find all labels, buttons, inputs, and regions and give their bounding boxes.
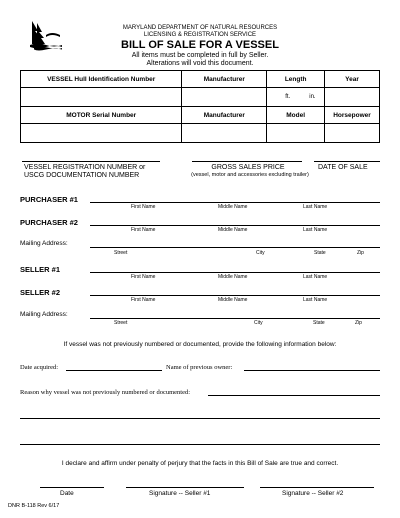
date-acquired-label: Date acquired: bbox=[20, 364, 59, 371]
date-of-sale-label: DATE OF SALE bbox=[318, 164, 368, 171]
seller-2-first-caption: First Name bbox=[131, 297, 156, 303]
model-cell[interactable] bbox=[267, 124, 325, 143]
gross-sales-price-note: (vessel, motor and accessories excluding trailer) bbox=[191, 172, 309, 178]
hull-id-cell[interactable] bbox=[21, 88, 182, 107]
perjury-declaration: I declare and affirm under penalty of perjury that the facts in this Bill of Sale are true and correct. bbox=[61, 460, 339, 467]
seller-city-caption: City bbox=[254, 320, 263, 326]
seller-zip-caption: Zip bbox=[355, 320, 362, 326]
alteration-note: Alterations will void this document. bbox=[146, 60, 254, 67]
seller-2-last-caption: Last Name bbox=[303, 297, 328, 303]
purchaser-1-middle-caption: Middle Name bbox=[218, 204, 248, 210]
instruction-note: All items must be completed in full by Seller. bbox=[131, 52, 269, 59]
form-number: DNR B-118 Rev 6/17 bbox=[8, 503, 60, 509]
agency-name: MARYLAND DEPARTMENT OF NATURAL RESOURCES bbox=[122, 25, 278, 31]
purchaser-2-name-line[interactable] bbox=[90, 225, 380, 226]
seller-1-first-caption: First Name bbox=[131, 274, 156, 280]
previous-owner-line[interactable] bbox=[244, 370, 380, 371]
documentation-number-label: USCG DOCUMENTATION NUMBER bbox=[24, 172, 140, 179]
motor-manufacturer-header: Manufacturer bbox=[182, 107, 267, 124]
vessel-manufacturer-cell[interactable] bbox=[182, 88, 267, 107]
seller-2-signature-line[interactable] bbox=[260, 487, 374, 488]
length-cell[interactable] bbox=[267, 88, 325, 107]
horsepower-header: Horsepower bbox=[325, 107, 380, 124]
registration-number-label: VESSEL REGISTRATION NUMBER or bbox=[24, 164, 146, 171]
purchaser-zip-caption: Zip bbox=[357, 250, 364, 256]
motor-manufacturer-cell[interactable] bbox=[182, 124, 267, 143]
service-name: LICENSING & REGISTRATION SERVICE bbox=[143, 32, 257, 38]
reason-line-1[interactable] bbox=[208, 395, 380, 396]
date-signature-line[interactable] bbox=[40, 487, 104, 488]
purchaser-1-name-line[interactable] bbox=[90, 202, 380, 203]
reason-label: Reason why vessel was not previously numbered or documented: bbox=[20, 389, 191, 396]
seller-1-signature-line[interactable] bbox=[126, 487, 244, 488]
vessel-motor-table bbox=[20, 70, 380, 143]
model-header: Model bbox=[267, 107, 325, 124]
seller-1-middle-caption: Middle Name bbox=[218, 274, 248, 280]
reason-line-2[interactable] bbox=[20, 418, 380, 419]
seller-1-signature-caption: Signature -- Seller #1 bbox=[149, 490, 211, 497]
length-header: Length bbox=[267, 71, 325, 88]
date-signature-caption: Date bbox=[60, 490, 74, 497]
seller-1-last-caption: Last Name bbox=[303, 274, 328, 280]
purchaser-state-caption: State bbox=[314, 250, 326, 256]
gross-sales-price-label: GROSS SALES PRICE bbox=[211, 164, 285, 171]
seller-mailing-line[interactable] bbox=[90, 318, 380, 319]
purchaser-city-caption: City bbox=[256, 250, 265, 256]
seller-1-name-line[interactable] bbox=[90, 272, 380, 273]
previous-info-instruction: If vessel was not previously numbered or documented, provide the following information below: bbox=[63, 341, 337, 348]
previous-owner-label: Name of previous owner: bbox=[166, 364, 233, 371]
seller-2-signature-caption: Signature -- Seller #2 bbox=[282, 490, 344, 497]
seller-2-middle-caption: Middle Name bbox=[218, 297, 248, 303]
in-unit: in. bbox=[309, 94, 316, 100]
horsepower-cell[interactable] bbox=[325, 124, 380, 143]
purchaser-street-caption: Street bbox=[114, 250, 128, 256]
purchaser-1-first-caption: First Name bbox=[131, 204, 156, 210]
purchaser-1-last-caption: Last Name bbox=[303, 204, 328, 210]
purchaser-2-middle-caption: Middle Name bbox=[218, 227, 248, 233]
seller-state-caption: State bbox=[313, 320, 325, 326]
purchaser-2-label: PURCHASER #2 bbox=[20, 218, 78, 227]
purchaser-2-last-caption: Last Name bbox=[303, 227, 328, 233]
page-title: BILL OF SALE FOR A VESSEL bbox=[121, 39, 279, 51]
purchaser-2-first-caption: First Name bbox=[131, 227, 156, 233]
seller-street-caption: Street bbox=[114, 320, 128, 326]
seller-2-name-line[interactable] bbox=[90, 295, 380, 296]
purchaser-mailing-label: Mailing Address: bbox=[20, 240, 68, 247]
year-cell[interactable] bbox=[325, 88, 380, 107]
seller-2-label: SELLER #2 bbox=[20, 288, 61, 297]
registration-number-line[interactable] bbox=[22, 161, 160, 162]
purchaser-mailing-line[interactable] bbox=[90, 247, 380, 248]
motor-serial-cell[interactable] bbox=[21, 124, 182, 143]
motor-serial-header: MOTOR Serial Number bbox=[21, 107, 182, 124]
vessel-manufacturer-header: Manufacturer bbox=[182, 71, 267, 88]
seller-mailing-label: Mailing Address: bbox=[20, 311, 68, 318]
gross-sales-price-line[interactable] bbox=[192, 161, 302, 162]
date-acquired-line[interactable] bbox=[66, 370, 162, 371]
seller-1-label: SELLER #1 bbox=[20, 265, 61, 274]
purchaser-1-label: PURCHASER #1 bbox=[20, 195, 78, 204]
hull-id-header: VESSEL Hull Identification Number bbox=[21, 71, 182, 88]
year-header: Year bbox=[325, 71, 380, 88]
date-of-sale-line[interactable] bbox=[314, 161, 380, 162]
ft-unit: ft. bbox=[285, 94, 291, 100]
reason-line-3[interactable] bbox=[20, 444, 380, 445]
